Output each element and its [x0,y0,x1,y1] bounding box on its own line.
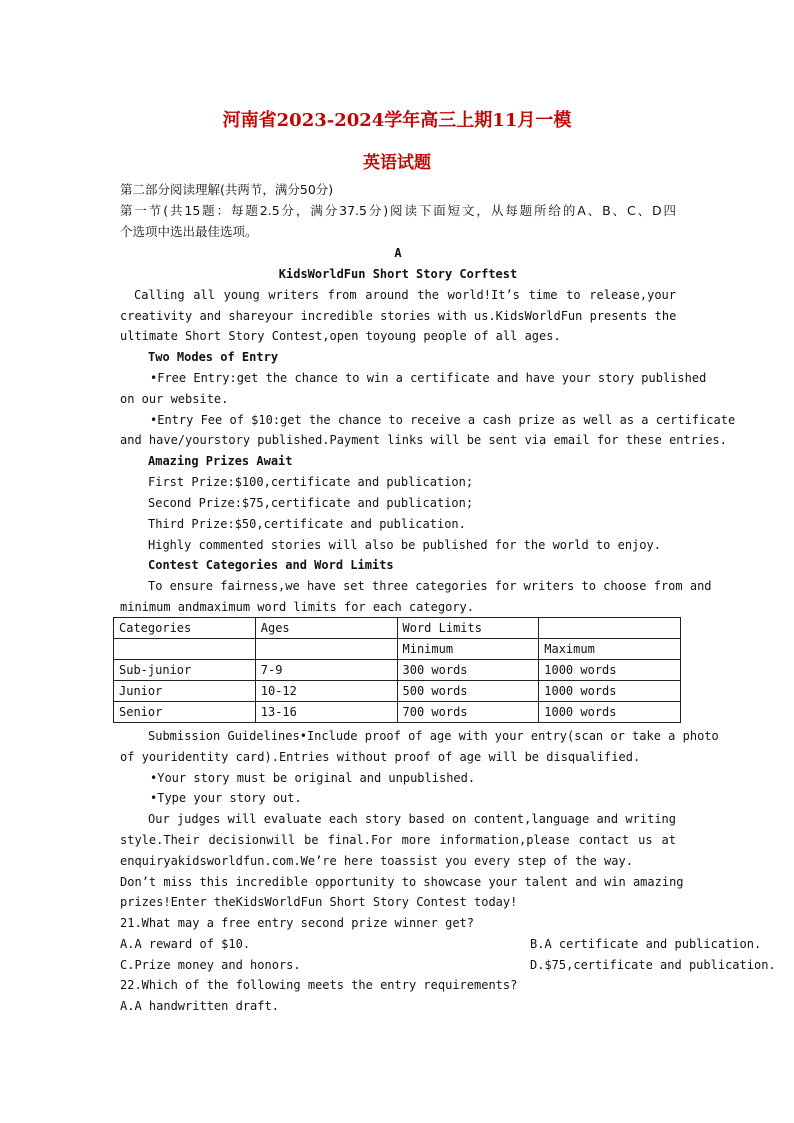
passage-letter: A [394,246,402,260]
table-subheader-cell [114,639,256,660]
option-22-a: A.A handwritten draft. [120,999,279,1013]
table-row [114,660,681,681]
table-header-cell: Ages [255,618,397,639]
table-cell: 1000 words [539,702,681,723]
table-row [114,681,681,702]
closing-line: Don’t miss this incredible opportunity to showcase your talent and win amazing [120,875,684,889]
table-cell: Senior [114,702,256,723]
section-instruction-line-1: 第一节(共15题：每题2.5分，满分37.5分)阅读下面短文，从每题所给的A、B、C、D四 [120,203,676,218]
guidelines-line: •Type your story out. [150,791,302,805]
table-cell: 13-16 [255,702,397,723]
paragraph-line: creativity and shareyour incredible stories with us.KidsWorldFun presents the [120,309,677,323]
prize-line: Highly commented stories will also be published for the world to enjoy. [148,538,661,552]
exam-title: 河南省2023-2024学年高三上期11月一模 [222,110,572,131]
guidelines-line: •Your story must be original and unpublished. [150,771,476,785]
table-header-cell: Categories [114,618,256,639]
table-header-cell: Word Limits [397,618,539,639]
judges-line: enquiryakidsworldfun.com.We’re here toassist you every step of the way. [120,854,633,868]
table-subheader-cell [255,639,397,660]
exam-subtitle: 英语试题 [363,153,431,173]
prize-line: First Prize:$100,certificate and publication; [148,475,474,489]
section-instruction-line-2: 个选项中选出最佳选项。 [120,224,258,239]
table-row [114,702,681,723]
passage-heading: KidsWorldFun Short Story Corftest [278,267,518,281]
prize-line: Second Prize:$75,certificate and publication; [148,496,474,510]
table-cell: 700 words [397,702,539,723]
table-cell: 500 words [397,681,539,702]
question-21-stem: 21.What may a free entry second prize winner get? [120,916,475,930]
table-cell: 7-9 [255,660,397,681]
question-21-options-row-1 [120,936,762,952]
categories-text-line: minimum andmaximum word limits for each category. [120,600,475,614]
judges-line: Our judges will evaluate each story based on content,language and writing [148,812,676,826]
fee-entry-line: and have/yourstory published.Payment links will be sent via email for these entries. [120,433,727,447]
table-cell: 300 words [397,660,539,681]
word-limits-table [113,617,681,723]
table-cell: 10-12 [255,681,397,702]
option-21-c: C.Prize money and honors. [120,958,301,972]
categories-text-line: To ensure fairness,we have set three categories for writers to choose from and [148,579,712,593]
table-subheader-cell: Minimum [397,639,539,660]
closing-line: prizes!Enter theKidsWorldFun Short Story Contest today! [120,895,518,909]
option-21-b: B.A certificate and publication. [530,937,762,951]
fee-entry-line: •Entry Fee of $10:get the chance to receive a cash prize as well as a certificate [150,413,736,427]
part-heading: 第二部分阅读理解(共两节，满分50分) [120,182,334,197]
question-22-stem: 22.Which of the following meets the entry requirements? [120,978,518,992]
table-cell: 1000 words [539,681,681,702]
option-21-d: D.$75,certificate and publication. [530,958,776,972]
prizes-heading: Amazing Prizes Await [148,454,293,468]
paragraph-line: ultimate Short Story Contest,open toyoung people of all ages. [120,329,561,343]
judges-line: style.Their decisionwill be final.For more information,please contact us at [120,833,676,847]
table-subheader-row [114,639,681,660]
categories-heading: Contest Categories and Word Limits [148,558,394,572]
modes-heading: Two Modes of Entry [148,350,279,364]
prize-line: Third Prize:$50,certificate and publication. [148,517,466,531]
table-cell: Junior [114,681,256,702]
free-entry-line: •Free Entry:get the chance to win a certificate and have your story published [150,371,707,385]
question-21-options-row-2 [120,957,776,973]
guidelines-line: of youridentity card).Entries without proof of age will be disqualified. [120,750,641,764]
paragraph-line: Calling all young writers from around the world!It’s time to release,your [134,288,676,302]
table-cell: 1000 words [539,660,681,681]
guidelines-line: Submission Guidelines•Include proof of age with your entry(scan or take a photo [148,729,719,743]
table-subheader-cell: Maximum [539,639,681,660]
free-entry-line: on our website. [120,392,229,406]
table-cell: Sub-junior [114,660,256,681]
option-21-a: A.A reward of $10. [120,937,251,951]
table-header-cell [539,618,681,639]
table-header-row [114,618,681,639]
